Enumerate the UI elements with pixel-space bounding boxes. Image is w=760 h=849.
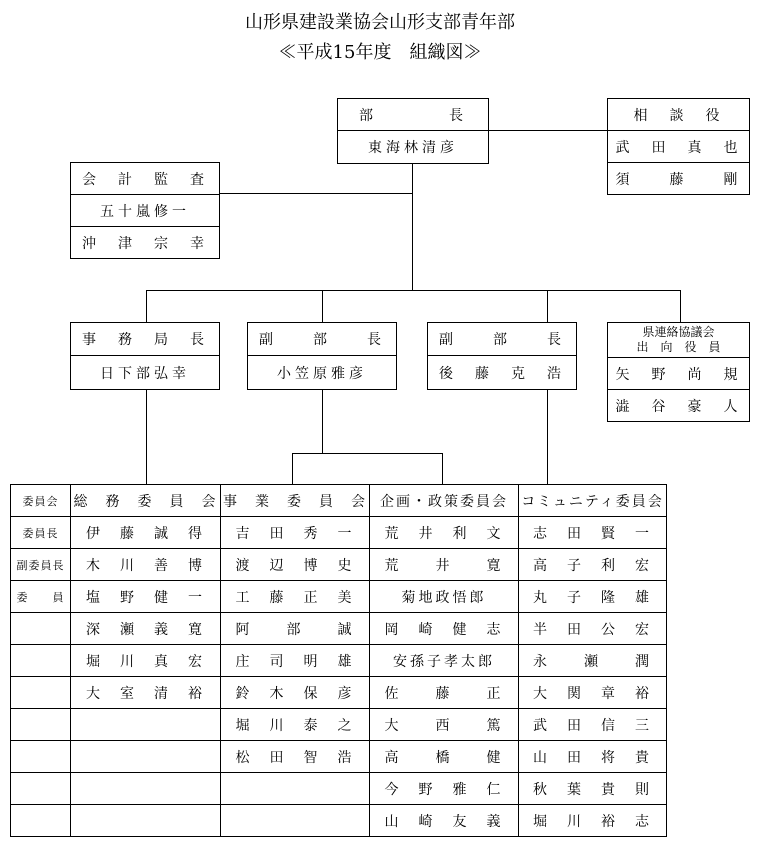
member-cell: 山 田 将 貴 [519, 741, 667, 773]
role-header-cell: 委員会 [11, 485, 71, 517]
role-cell [11, 773, 71, 805]
connector-fuku1-down [322, 389, 323, 453]
sodan-role: 相 談 役 [608, 99, 749, 131]
member-cell: 堀 川 泰 之 [221, 709, 370, 741]
role-cell: 委員長 [11, 517, 71, 549]
fuku2-role: 副 部 長 [428, 323, 576, 356]
table-header-row [11, 485, 667, 517]
committee-header-3: コミュニティ委員会 [519, 485, 667, 517]
sodan-name-1: 武 田 真 也 [608, 131, 749, 163]
connector-fuku1-bar [292, 453, 443, 454]
fuku1-name: 小笠原雅彦 [277, 365, 367, 382]
member-cell [221, 805, 370, 837]
member-cell: 大 西 篤 [370, 709, 519, 741]
jimu-role: 事 務 局 長 [71, 323, 219, 356]
connector-fuku1 [322, 290, 323, 323]
table-row [11, 805, 667, 837]
bucho-name: 東海林清彦 [368, 140, 458, 156]
role-cell [11, 677, 71, 709]
member-cell: 高 橋 健 [370, 741, 519, 773]
box-jimu [70, 322, 220, 390]
connector-bucho-down [412, 163, 413, 290]
chart-subtitle: ≪平成15年度 組織図≫ [278, 42, 482, 63]
kenren-role-line2: 出 向 役 員 [636, 340, 721, 354]
connector-kenren [680, 290, 681, 323]
kenren-role [608, 323, 749, 358]
table-row [11, 645, 667, 677]
box-fuku1 [247, 322, 397, 390]
box-fuku2 [427, 322, 577, 390]
connector-jigyo [292, 453, 293, 485]
member-cell: 吉 田 秀 一 [221, 517, 370, 549]
kansa-role: 会 計 監 査 [71, 163, 219, 195]
member-cell: 半 田 公 宏 [519, 613, 667, 645]
role-cell [11, 741, 71, 773]
member-cell [221, 773, 370, 805]
member-cell: 佐 藤 正 [370, 677, 519, 709]
table-row [11, 517, 667, 549]
box-sodan [607, 98, 750, 195]
member-cell: 工 藤 正 美 [221, 581, 370, 613]
member-cell [71, 805, 221, 837]
member-cell: 渡 辺 博 史 [221, 549, 370, 581]
connector-jimu-somu [146, 389, 147, 485]
member-cell: 高 子 利 宏 [519, 549, 667, 581]
table-row [11, 549, 667, 581]
table-row [11, 581, 667, 613]
role-cell: 委 員 [11, 581, 71, 613]
member-cell: 堀 川 裕 志 [519, 805, 667, 837]
connector-bucho-sodan [488, 130, 608, 131]
kansa-name-2: 沖 津 宗 幸 [82, 235, 208, 252]
member-cell: 荒 井 寛 [370, 549, 519, 581]
table-row [11, 613, 667, 645]
connector-row2-bar [146, 290, 680, 291]
committee-table [10, 484, 667, 837]
member-cell: 荒 井 利 文 [370, 517, 519, 549]
committee-header-1: 事 業 委 員 会 [221, 485, 370, 517]
table-row [11, 709, 667, 741]
role-cell [11, 645, 71, 677]
member-cell [71, 773, 221, 805]
member-cell: 志 田 賢 一 [519, 517, 667, 549]
kenren-role-line1: 県連絡協議会 [642, 325, 715, 339]
member-cell: 木 川 善 博 [71, 549, 221, 581]
member-cell: 安孫子孝太郎 [370, 645, 519, 677]
member-cell: 塩 野 健 一 [71, 581, 221, 613]
table-row [11, 773, 667, 805]
member-cell: 菊地政悟郎 [370, 581, 519, 613]
connector-fuku2-community [547, 389, 548, 485]
member-cell: 鈴 木 保 彦 [221, 677, 370, 709]
committee-header-0: 総 務 委 員 会 [71, 485, 221, 517]
member-cell: 秋 葉 貴 則 [519, 773, 667, 805]
role-cell [11, 709, 71, 741]
member-cell: 武 田 信 三 [519, 709, 667, 741]
role-cell [11, 613, 71, 645]
member-cell [71, 709, 221, 741]
member-cell: 松 田 智 浩 [221, 741, 370, 773]
role-cell [11, 805, 71, 837]
sodan-name-2: 須 藤 剛 [615, 171, 742, 188]
connector-fuku2 [547, 290, 548, 323]
member-cell: 今 野 雅 仁 [370, 773, 519, 805]
member-cell: 岡 崎 健 志 [370, 613, 519, 645]
connector-kansa [219, 193, 413, 194]
member-cell: 深 瀬 義 寛 [71, 613, 221, 645]
table-row [11, 677, 667, 709]
chart-title: 山形県建設業協会山形支部青年部 [245, 12, 515, 33]
member-cell: 庄 司 明 雄 [221, 645, 370, 677]
member-cell: 丸 子 隆 雄 [519, 581, 667, 613]
member-cell [71, 741, 221, 773]
box-kenren [607, 322, 750, 422]
kenren-name-2: 澁 谷 豪 人 [615, 398, 742, 415]
member-cell: 大 室 清 裕 [71, 677, 221, 709]
table-row [11, 741, 667, 773]
bucho-role: 部 長 [338, 99, 488, 131]
member-cell: 阿 部 誠 [221, 613, 370, 645]
jimu-name: 日下部弘幸 [100, 365, 190, 382]
member-cell: 永 瀬 潤 [519, 645, 667, 677]
member-cell: 大 関 章 裕 [519, 677, 667, 709]
member-cell: 伊 藤 誠 得 [71, 517, 221, 549]
member-cell: 山 崎 友 義 [370, 805, 519, 837]
connector-jimu [146, 290, 147, 323]
connector-kikaku [442, 453, 443, 485]
fuku1-role: 副 部 長 [248, 323, 396, 356]
committee-header-2: 企画・政策委員会 [370, 485, 519, 517]
kenren-name-1: 矢 野 尚 規 [608, 358, 749, 390]
role-cell: 副委員長 [11, 549, 71, 581]
kansa-name-1: 五十嵐修一 [71, 195, 219, 227]
fuku2-name: 後 藤 克 浩 [439, 365, 565, 382]
box-kansa [70, 162, 220, 259]
member-cell: 堀 川 真 宏 [71, 645, 221, 677]
box-bucho [337, 98, 489, 164]
